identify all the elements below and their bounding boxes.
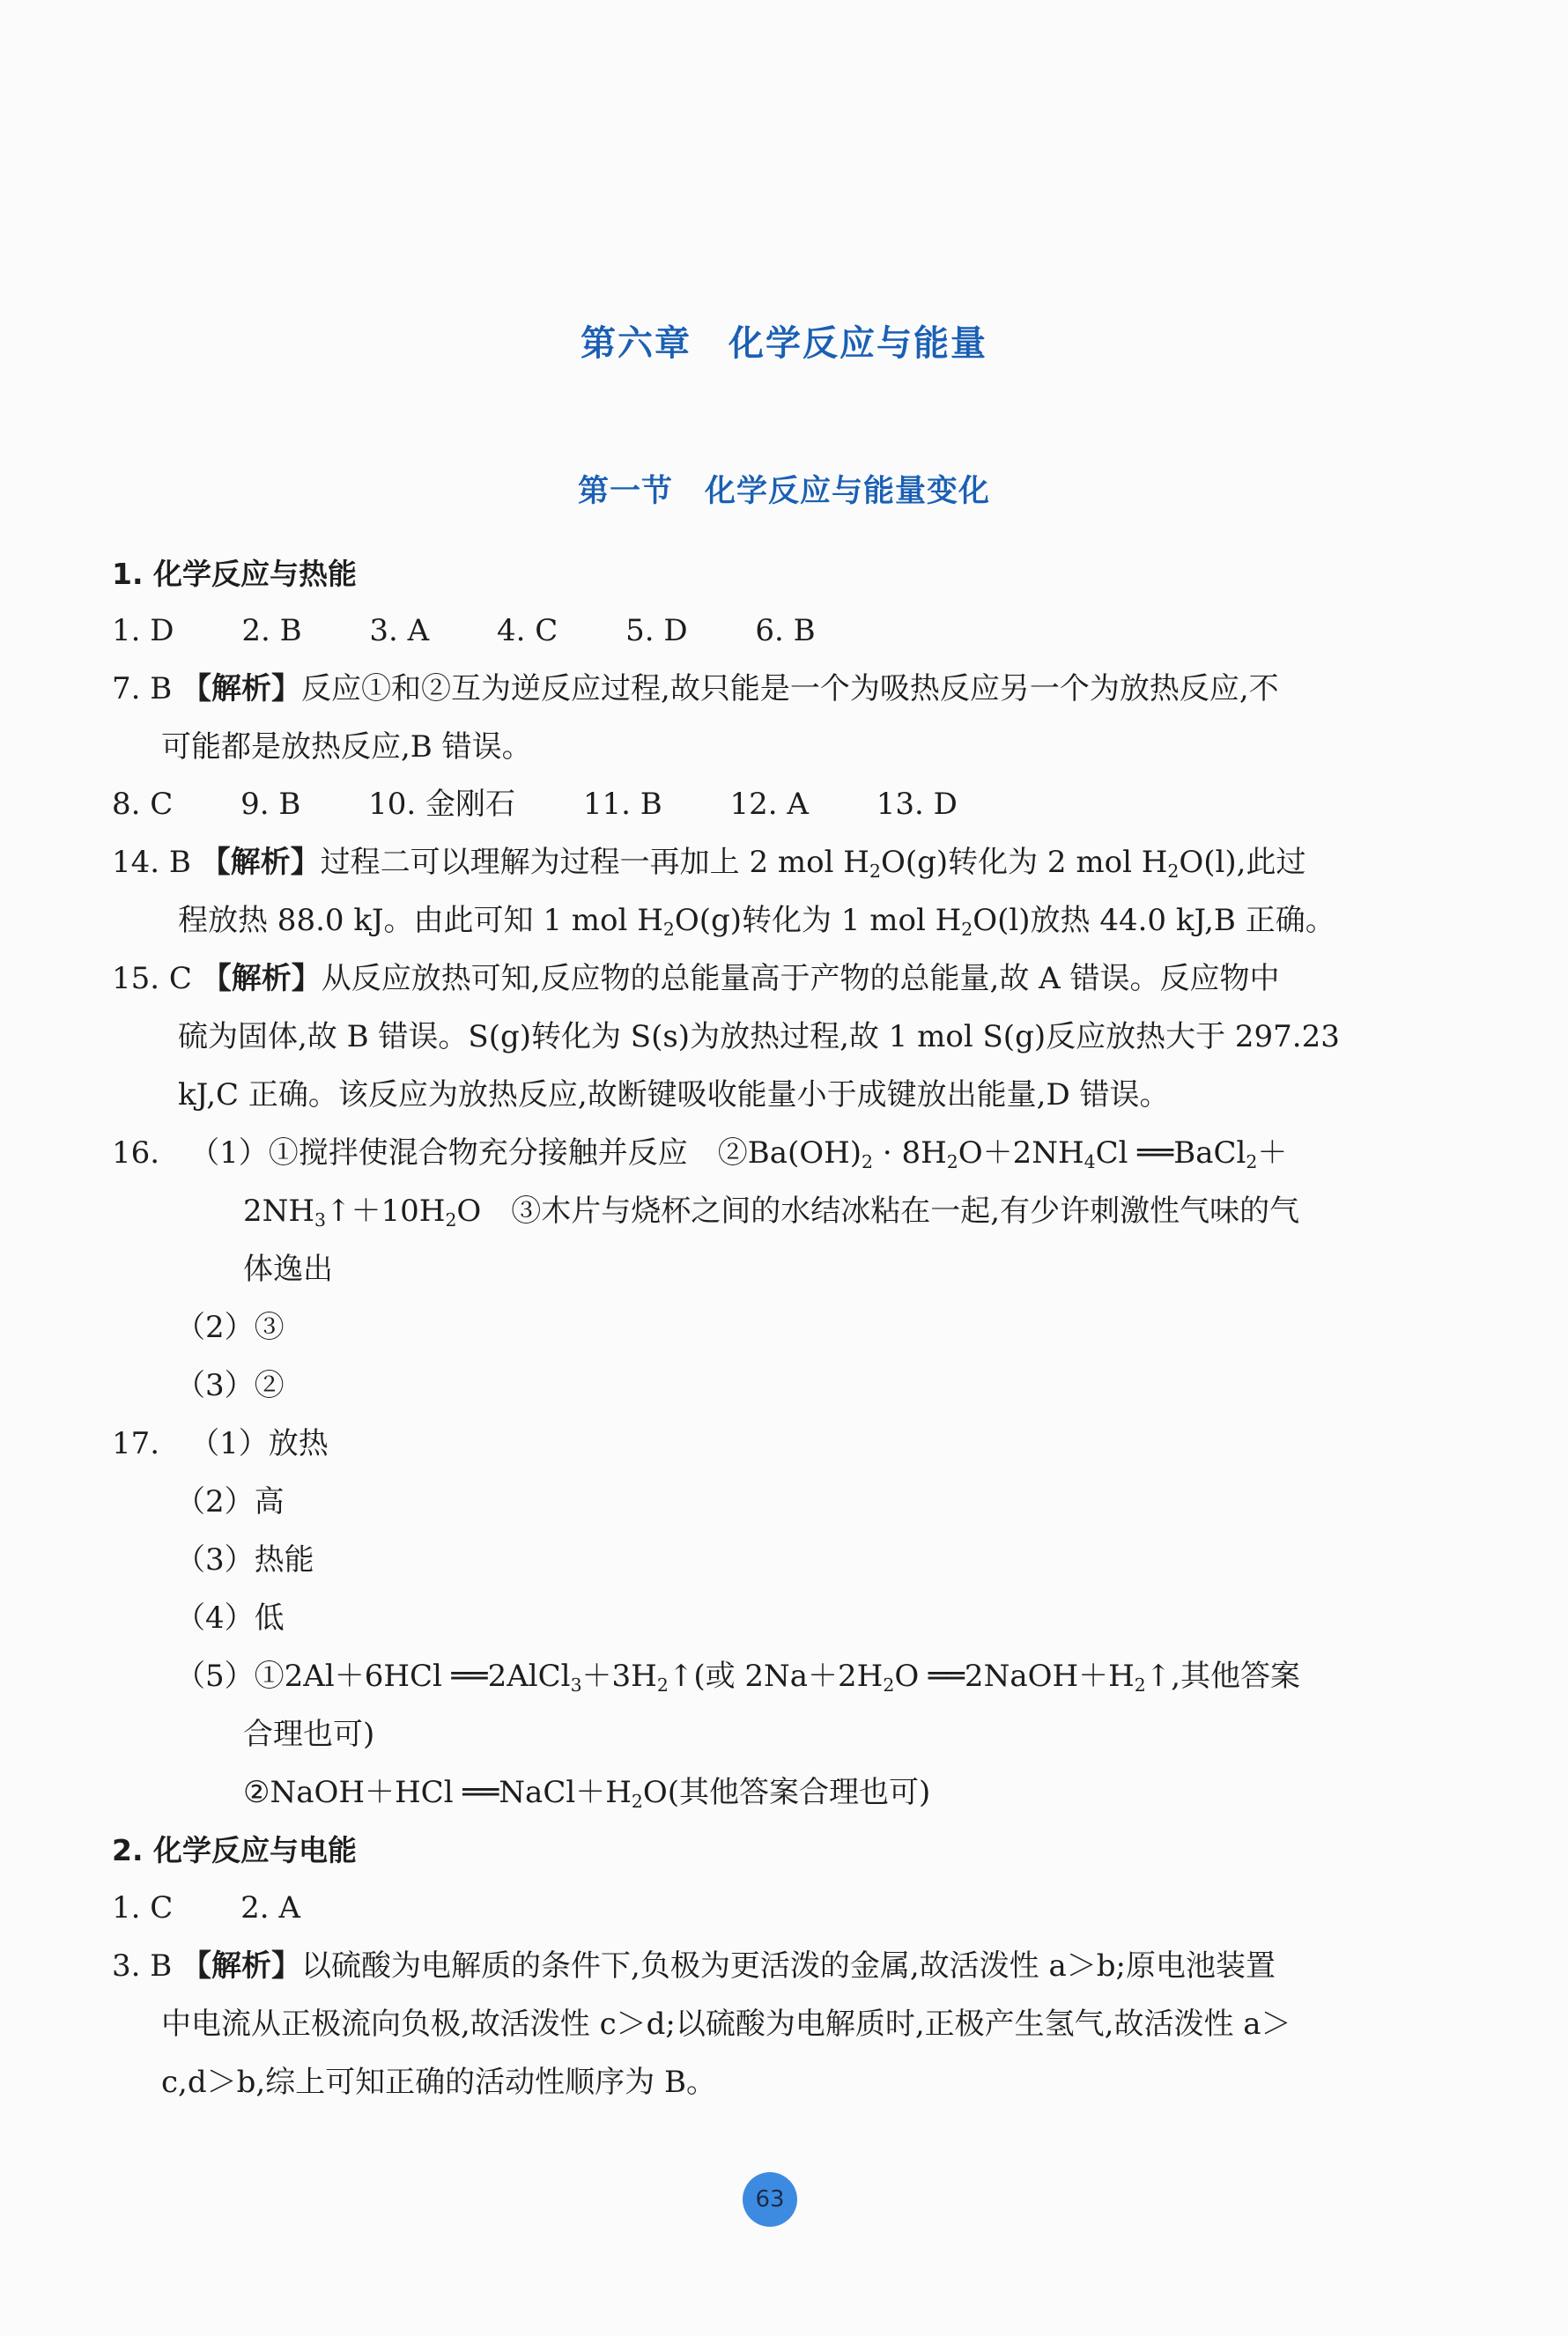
q3-number: 3. B bbox=[112, 1948, 182, 1984]
q16-text: ＋ bbox=[1257, 1135, 1288, 1171]
analysis-tag: 【解析】 bbox=[181, 671, 302, 706]
page-number-badge: 63 bbox=[743, 2172, 797, 2227]
answer-8: 8. C bbox=[112, 787, 174, 822]
p2-q3-line-1 bbox=[112, 1948, 1276, 1984]
answer-2: 2. A bbox=[240, 1890, 300, 1926]
answer-11: 11. B bbox=[582, 787, 662, 822]
q16-text: O ③木片与烧杯之间的水结冰粘在一起,有少许刺激性气味的气 bbox=[456, 1194, 1300, 1229]
q17-text: ②NaOH＋HCl ══NaCl＋H bbox=[243, 1775, 632, 1810]
part2-heading: 2. 化学反应与电能 bbox=[112, 1833, 357, 1867]
q17-text: O ══2NaOH＋H bbox=[894, 1659, 1135, 1694]
answer-1: 1. C bbox=[112, 1890, 174, 1926]
answer-13: 13. D bbox=[876, 787, 958, 822]
answer-1: 1. D bbox=[112, 613, 174, 648]
q15-line-3: kJ,C 正确。该反应为放热反应,故断键吸收能量小于成键放出能量,D 错误。 bbox=[178, 1077, 1170, 1113]
subscript: 2 bbox=[1246, 1151, 1258, 1172]
q15-text: 从反应放热可知,反应物的总能量高于产物的总能量,故 A 错误。反应物中 bbox=[321, 961, 1280, 996]
q16-line-3: 体逸出 bbox=[243, 1252, 333, 1287]
subscript: 3 bbox=[314, 1209, 327, 1231]
subscript: 2 bbox=[883, 1674, 895, 1696]
analysis-tag: 【解析】 bbox=[201, 961, 322, 996]
q17-text: （5）①2Al＋6HCl ══2AlCl bbox=[175, 1659, 571, 1694]
q16-text: ①搅拌使混合物充分接触并反应 ②Ba(OH) bbox=[268, 1135, 862, 1171]
answer-4: 4. C bbox=[497, 613, 558, 648]
answer-12: 12. A bbox=[729, 787, 809, 822]
q16-line-1 bbox=[112, 1135, 1287, 1179]
q14-text: 程放热 88.0 kJ。由此可知 1 mol H bbox=[178, 903, 663, 938]
q17-part-3: （3）热能 bbox=[175, 1542, 314, 1578]
answer-5: 5. D bbox=[625, 613, 688, 648]
answer-6: 6. B bbox=[755, 613, 816, 648]
q17-part-1: （1）放热 bbox=[189, 1426, 329, 1461]
q17-part-4: （4）低 bbox=[175, 1600, 285, 1636]
subscript: 2 bbox=[656, 1674, 669, 1696]
q7-line-1 bbox=[112, 671, 1279, 706]
q15-line-1 bbox=[112, 961, 1280, 996]
answer-9: 9. B bbox=[240, 787, 301, 822]
subscript: 2 bbox=[946, 1151, 958, 1172]
q16-line-2 bbox=[243, 1194, 1299, 1238]
part2-answer-row bbox=[112, 1890, 300, 1926]
subscript: 2 bbox=[662, 919, 675, 940]
q17-line-1 bbox=[112, 1426, 329, 1461]
q3-text: 以硫酸为电解质的条件下,负极为更活泼的金属,故活泼性 a＞b;原电池装置 bbox=[301, 1948, 1276, 1984]
q14-text: O(l)放热 44.0 kJ,B 正确。 bbox=[973, 903, 1335, 938]
q14-text: O(g)转化为 2 mol H bbox=[880, 845, 1168, 880]
q7-line-2: 可能都是放热反应,B 错误。 bbox=[161, 729, 532, 765]
q14-line-2 bbox=[178, 903, 1335, 947]
q17-part-5-line-2: 合理也可) bbox=[243, 1717, 375, 1752]
subscript: 2 bbox=[862, 1151, 874, 1172]
q16-text: Cl ══BaCl bbox=[1095, 1135, 1246, 1171]
q17-text: ↑(或 2Na＋2H bbox=[668, 1659, 884, 1694]
answer-row-2 bbox=[112, 787, 958, 822]
q16-part-3: （3）② bbox=[175, 1368, 285, 1403]
subscript: 4 bbox=[1084, 1151, 1096, 1172]
q16-text: 2NH bbox=[243, 1194, 315, 1229]
q14-text: O(l),此过 bbox=[1179, 845, 1306, 880]
chapter-title: 第六章 化学反应与能量 bbox=[581, 323, 987, 364]
subscript: 3 bbox=[570, 1674, 582, 1696]
q15-number: 15. C bbox=[112, 961, 202, 996]
subscript: 2 bbox=[869, 861, 881, 882]
subscript: 2 bbox=[631, 1791, 643, 1812]
q16-number: 16. bbox=[112, 1135, 160, 1171]
q16-part-2: （2）③ bbox=[175, 1310, 285, 1345]
q15-line-2: 硫为固体,故 B 错误。S(g)转化为 S(s)为放热过程,故 1 mol S(g)反应放热大于 297.23 bbox=[178, 1019, 1340, 1054]
q16-text: O＋2NH bbox=[958, 1135, 1084, 1171]
q17-number: 17. bbox=[112, 1426, 160, 1461]
q17-part-5-line-3 bbox=[243, 1775, 930, 1819]
answer-3: 3. A bbox=[369, 613, 430, 648]
analysis-tag: 【解析】 bbox=[200, 845, 321, 880]
q14-number: 14. B bbox=[112, 845, 201, 880]
answer-2: 2. B bbox=[241, 613, 302, 648]
q17-text: O(其他答案合理也可) bbox=[642, 1775, 931, 1810]
subscript: 2 bbox=[1134, 1674, 1146, 1696]
q14-text: 过程二可以理解为过程一再加上 2 mol H bbox=[320, 845, 869, 880]
q14-text: O(g)转化为 1 mol H bbox=[674, 903, 962, 938]
q14-line-1 bbox=[112, 845, 1306, 889]
section-title: 第一节 化学反应与能量变化 bbox=[577, 474, 990, 509]
q17-text: ↑,其他答案 bbox=[1145, 1659, 1301, 1694]
q7-number: 7. B bbox=[112, 671, 182, 706]
answer-row-1 bbox=[112, 613, 816, 648]
q17-text: ＋3H bbox=[581, 1659, 657, 1694]
q16-text: ↑＋10H bbox=[326, 1194, 446, 1229]
p2-q3-line-3: c,d＞b,综上可知正确的活动性顺序为 B。 bbox=[161, 2065, 716, 2100]
p2-q3-line-2: 中电流从正极流向负极,故活泼性 c＞d;以硫酸为电解质时,正极产生氢气,故活泼性 a＞ bbox=[161, 2007, 1291, 2042]
q7-text: 反应①和②互为逆反应过程,故只能是一个为吸热反应另一个为放热反应,不 bbox=[301, 671, 1279, 706]
subscript: 2 bbox=[961, 919, 973, 940]
q17-part-2: （2）高 bbox=[175, 1484, 285, 1519]
answer-10: 10. 金刚石 bbox=[368, 787, 516, 822]
q16-part-label: （1） bbox=[189, 1135, 269, 1171]
subscript: 2 bbox=[445, 1209, 457, 1231]
q17-part-5-line-1 bbox=[175, 1659, 1300, 1703]
q16-text: · 8H bbox=[873, 1135, 947, 1171]
part1-heading: 1. 化学反应与热能 bbox=[112, 557, 357, 591]
subscript: 2 bbox=[1167, 861, 1180, 882]
analysis-tag: 【解析】 bbox=[181, 1948, 302, 1984]
